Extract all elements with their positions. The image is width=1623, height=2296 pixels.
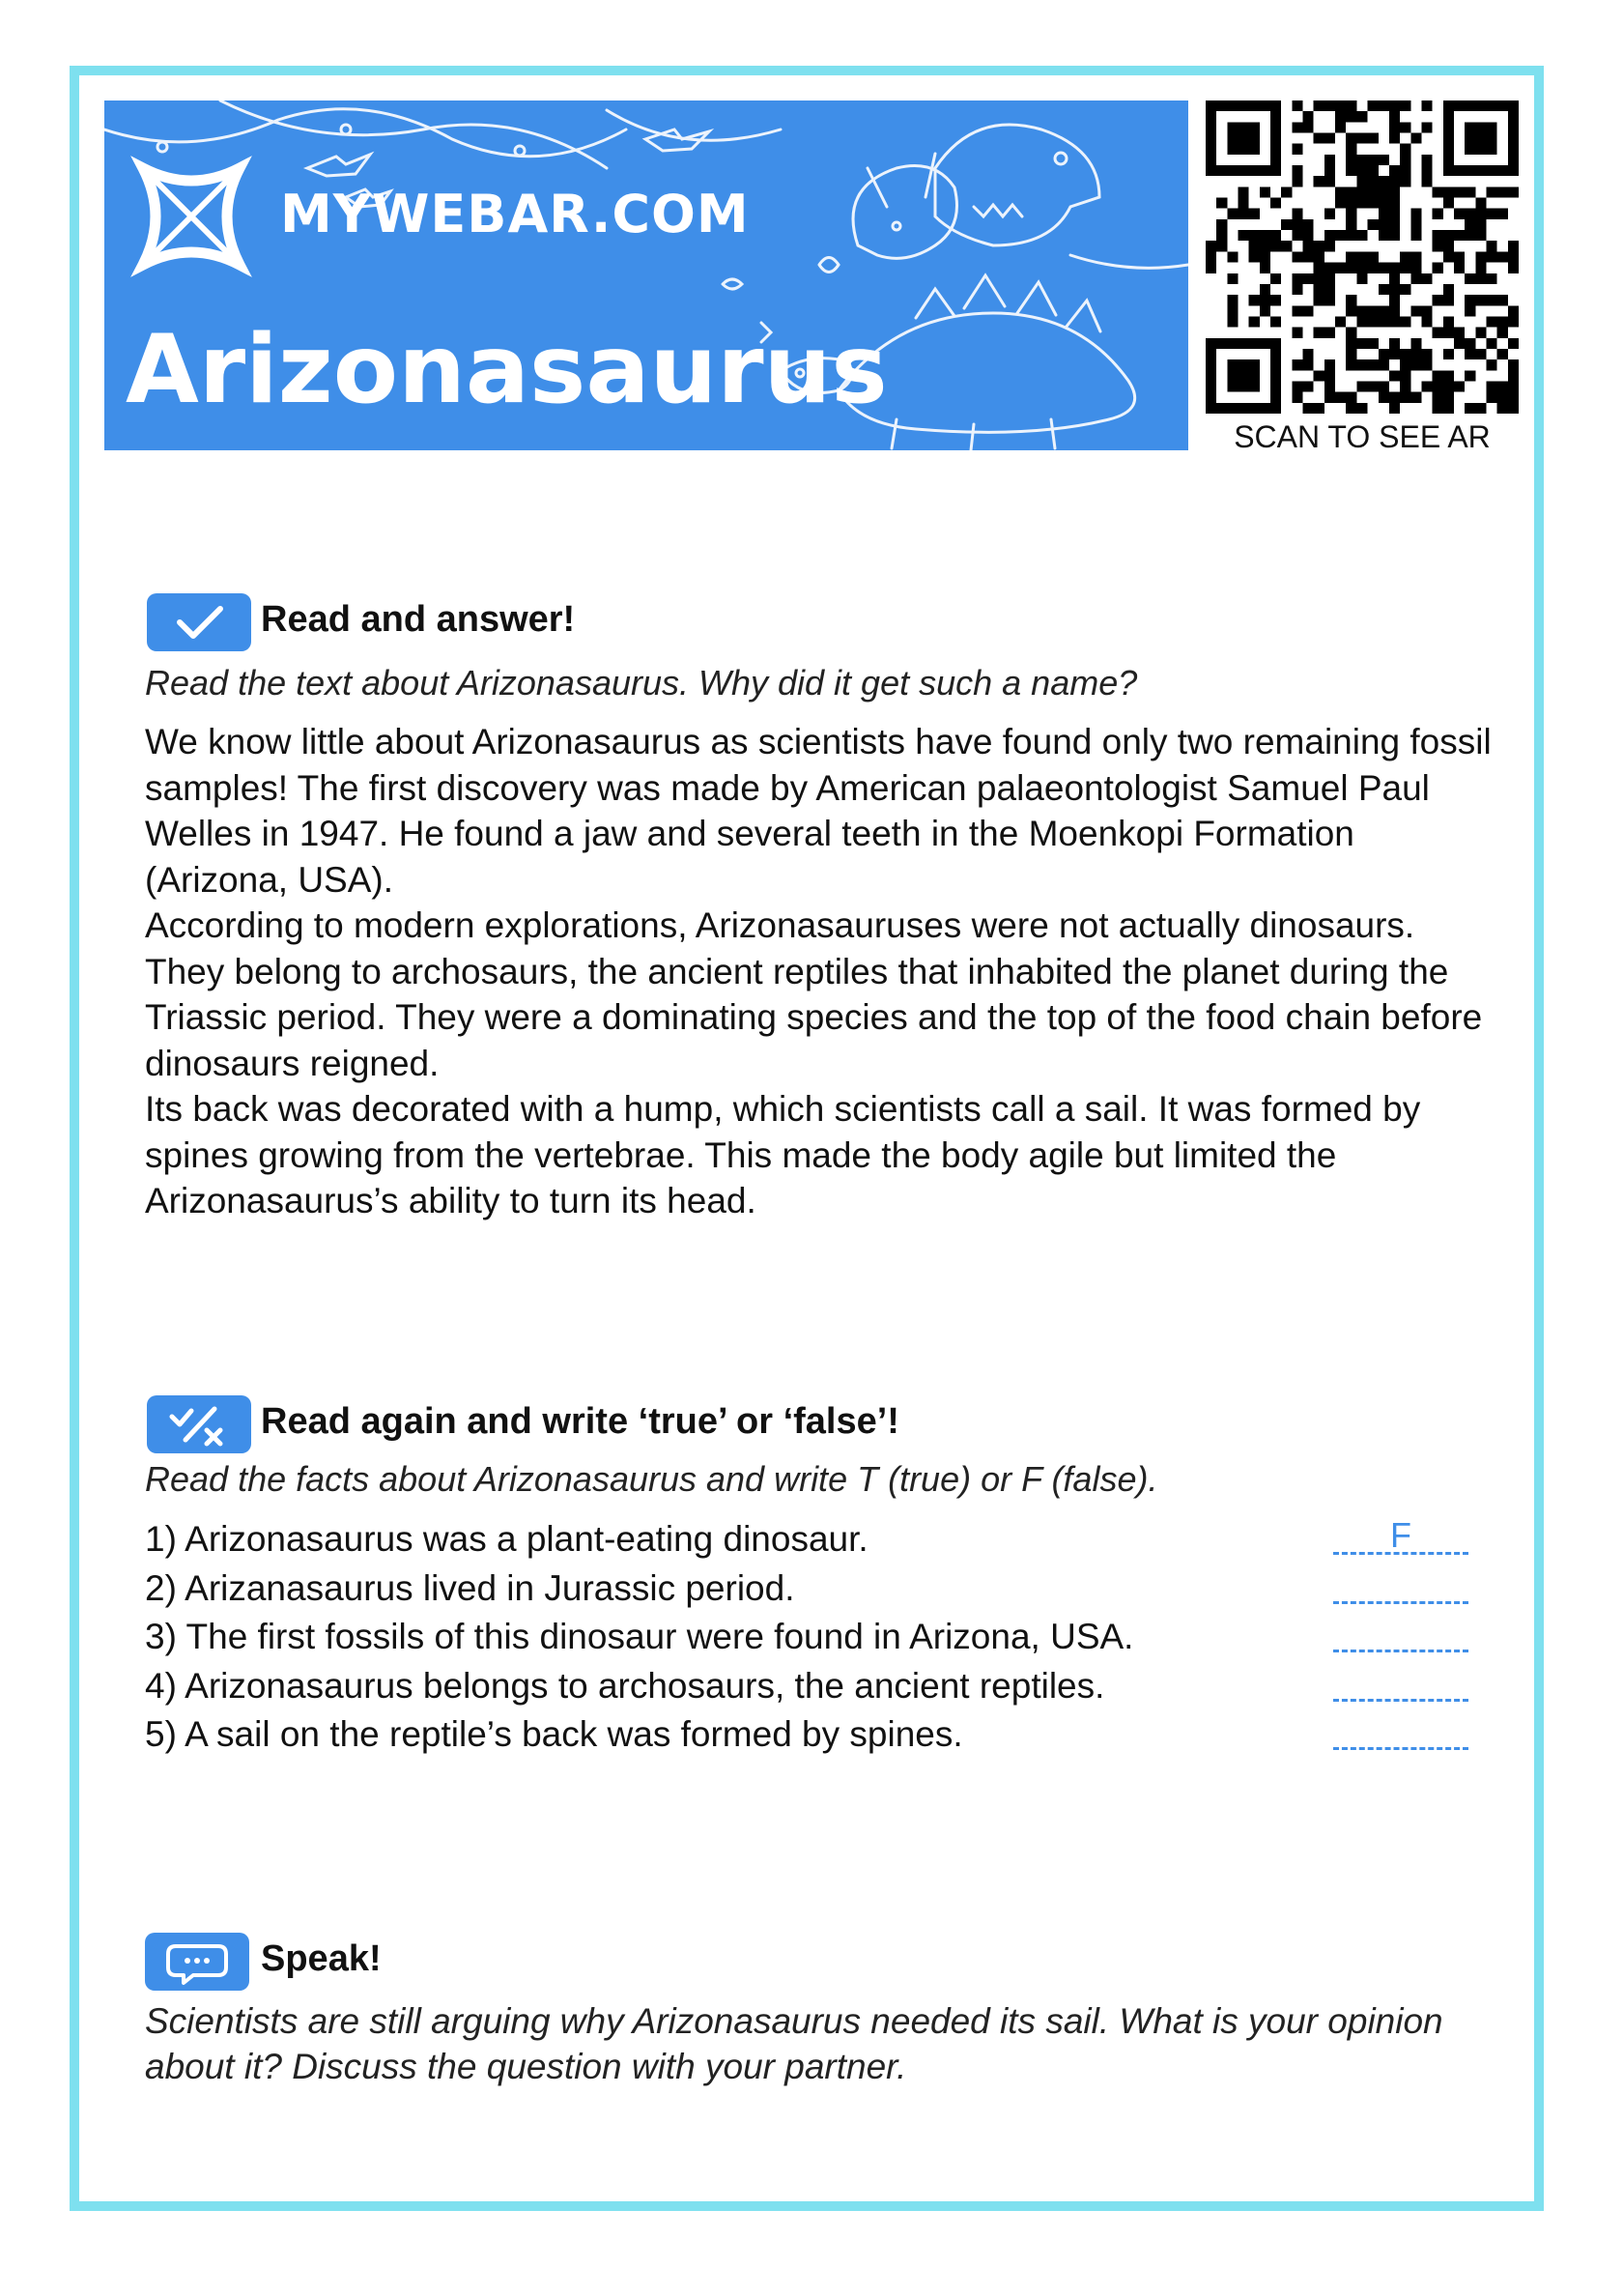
reading-text	[145, 719, 1497, 1224]
answer-value: F	[1390, 1515, 1411, 1555]
statement-text: 1) Arizonasaurus was a plant-eating dinosaur.	[145, 1519, 868, 1559]
answer-blank[interactable]	[1333, 1747, 1468, 1750]
answer-blank[interactable]	[1333, 1699, 1468, 1702]
section2-heading: Read again and write ‘true’ or ‘false’!	[261, 1401, 899, 1442]
answer-blank[interactable]	[1333, 1552, 1468, 1555]
list-item	[145, 1613, 1497, 1662]
section2-instruction: Read the facts about Arizonasaurus and write T (true) or F (false).	[145, 1459, 1158, 1499]
list-item	[145, 1564, 1497, 1614]
qr-caption: SCAN TO SEE AR	[1234, 419, 1491, 454]
answer-blank[interactable]	[1333, 1650, 1468, 1652]
checkmark-icon	[147, 593, 251, 651]
answer-blank[interactable]	[1333, 1601, 1468, 1604]
section3-heading: Speak!	[261, 1938, 382, 1979]
statement-text: 4) Arizonasaurus belongs to archosaurs, the ancient reptiles.	[145, 1665, 1105, 1706]
speech-bubble-icon	[145, 1933, 249, 1991]
statement-text: 3) The first fossils of this dinosaur were found in Arizona, USA.	[145, 1617, 1134, 1656]
true-false-list	[145, 1515, 1497, 1760]
statement-text: 2) Arizanasaurus lived in Jurassic period.	[145, 1567, 795, 1608]
page-title: Arizonasaurus	[126, 315, 888, 425]
paragraph: According to modern explorations, Arizonasauruses were not actually dinosaurs. They belong to archosaurs, the ancient reptiles that inhabited the planet during the Triassic period. They were a dominating species and the top of the food chain before dinosaurs reigned.	[145, 905, 1483, 1083]
list-item	[145, 1515, 1497, 1564]
qr-code[interactable]	[1206, 100, 1519, 414]
header-banner	[104, 100, 1188, 450]
speak-prompt: Scientists are still arguing why Arizonasaurus needed its sail. What is your opinion about it? Discuss the question with your partner.	[145, 2001, 1443, 2086]
list-item	[145, 1662, 1497, 1711]
statement-text: 5) A sail on the reptile’s back was formed by spines.	[145, 1714, 963, 1754]
paragraph: We know little about Arizonasaurus as scientists have found only two remaining fossil samples! The first discovery was made by American palaeontologist Samuel Paul Welles in 1947. He found a jaw and several teeth in the Moenkopi Formation (Arizona, USA).	[145, 722, 1492, 900]
brand-name[interactable]: MYWEBAR.COM	[280, 184, 750, 244]
paragraph: Its back was decorated with a hump, which scientists call a sail. It was formed by spines growing from the vertebrae. This made the body agile but limited the Arizonasaurus’s ability to turn its head.	[145, 1089, 1421, 1220]
section1-instruction: Read the text about Arizonasaurus. Why did it get such a name?	[145, 663, 1138, 703]
mywebar-logo-icon	[129, 155, 253, 278]
section1-heading: Read and answer!	[261, 599, 576, 640]
true-false-icon	[147, 1395, 251, 1453]
list-item	[145, 1710, 1497, 1760]
